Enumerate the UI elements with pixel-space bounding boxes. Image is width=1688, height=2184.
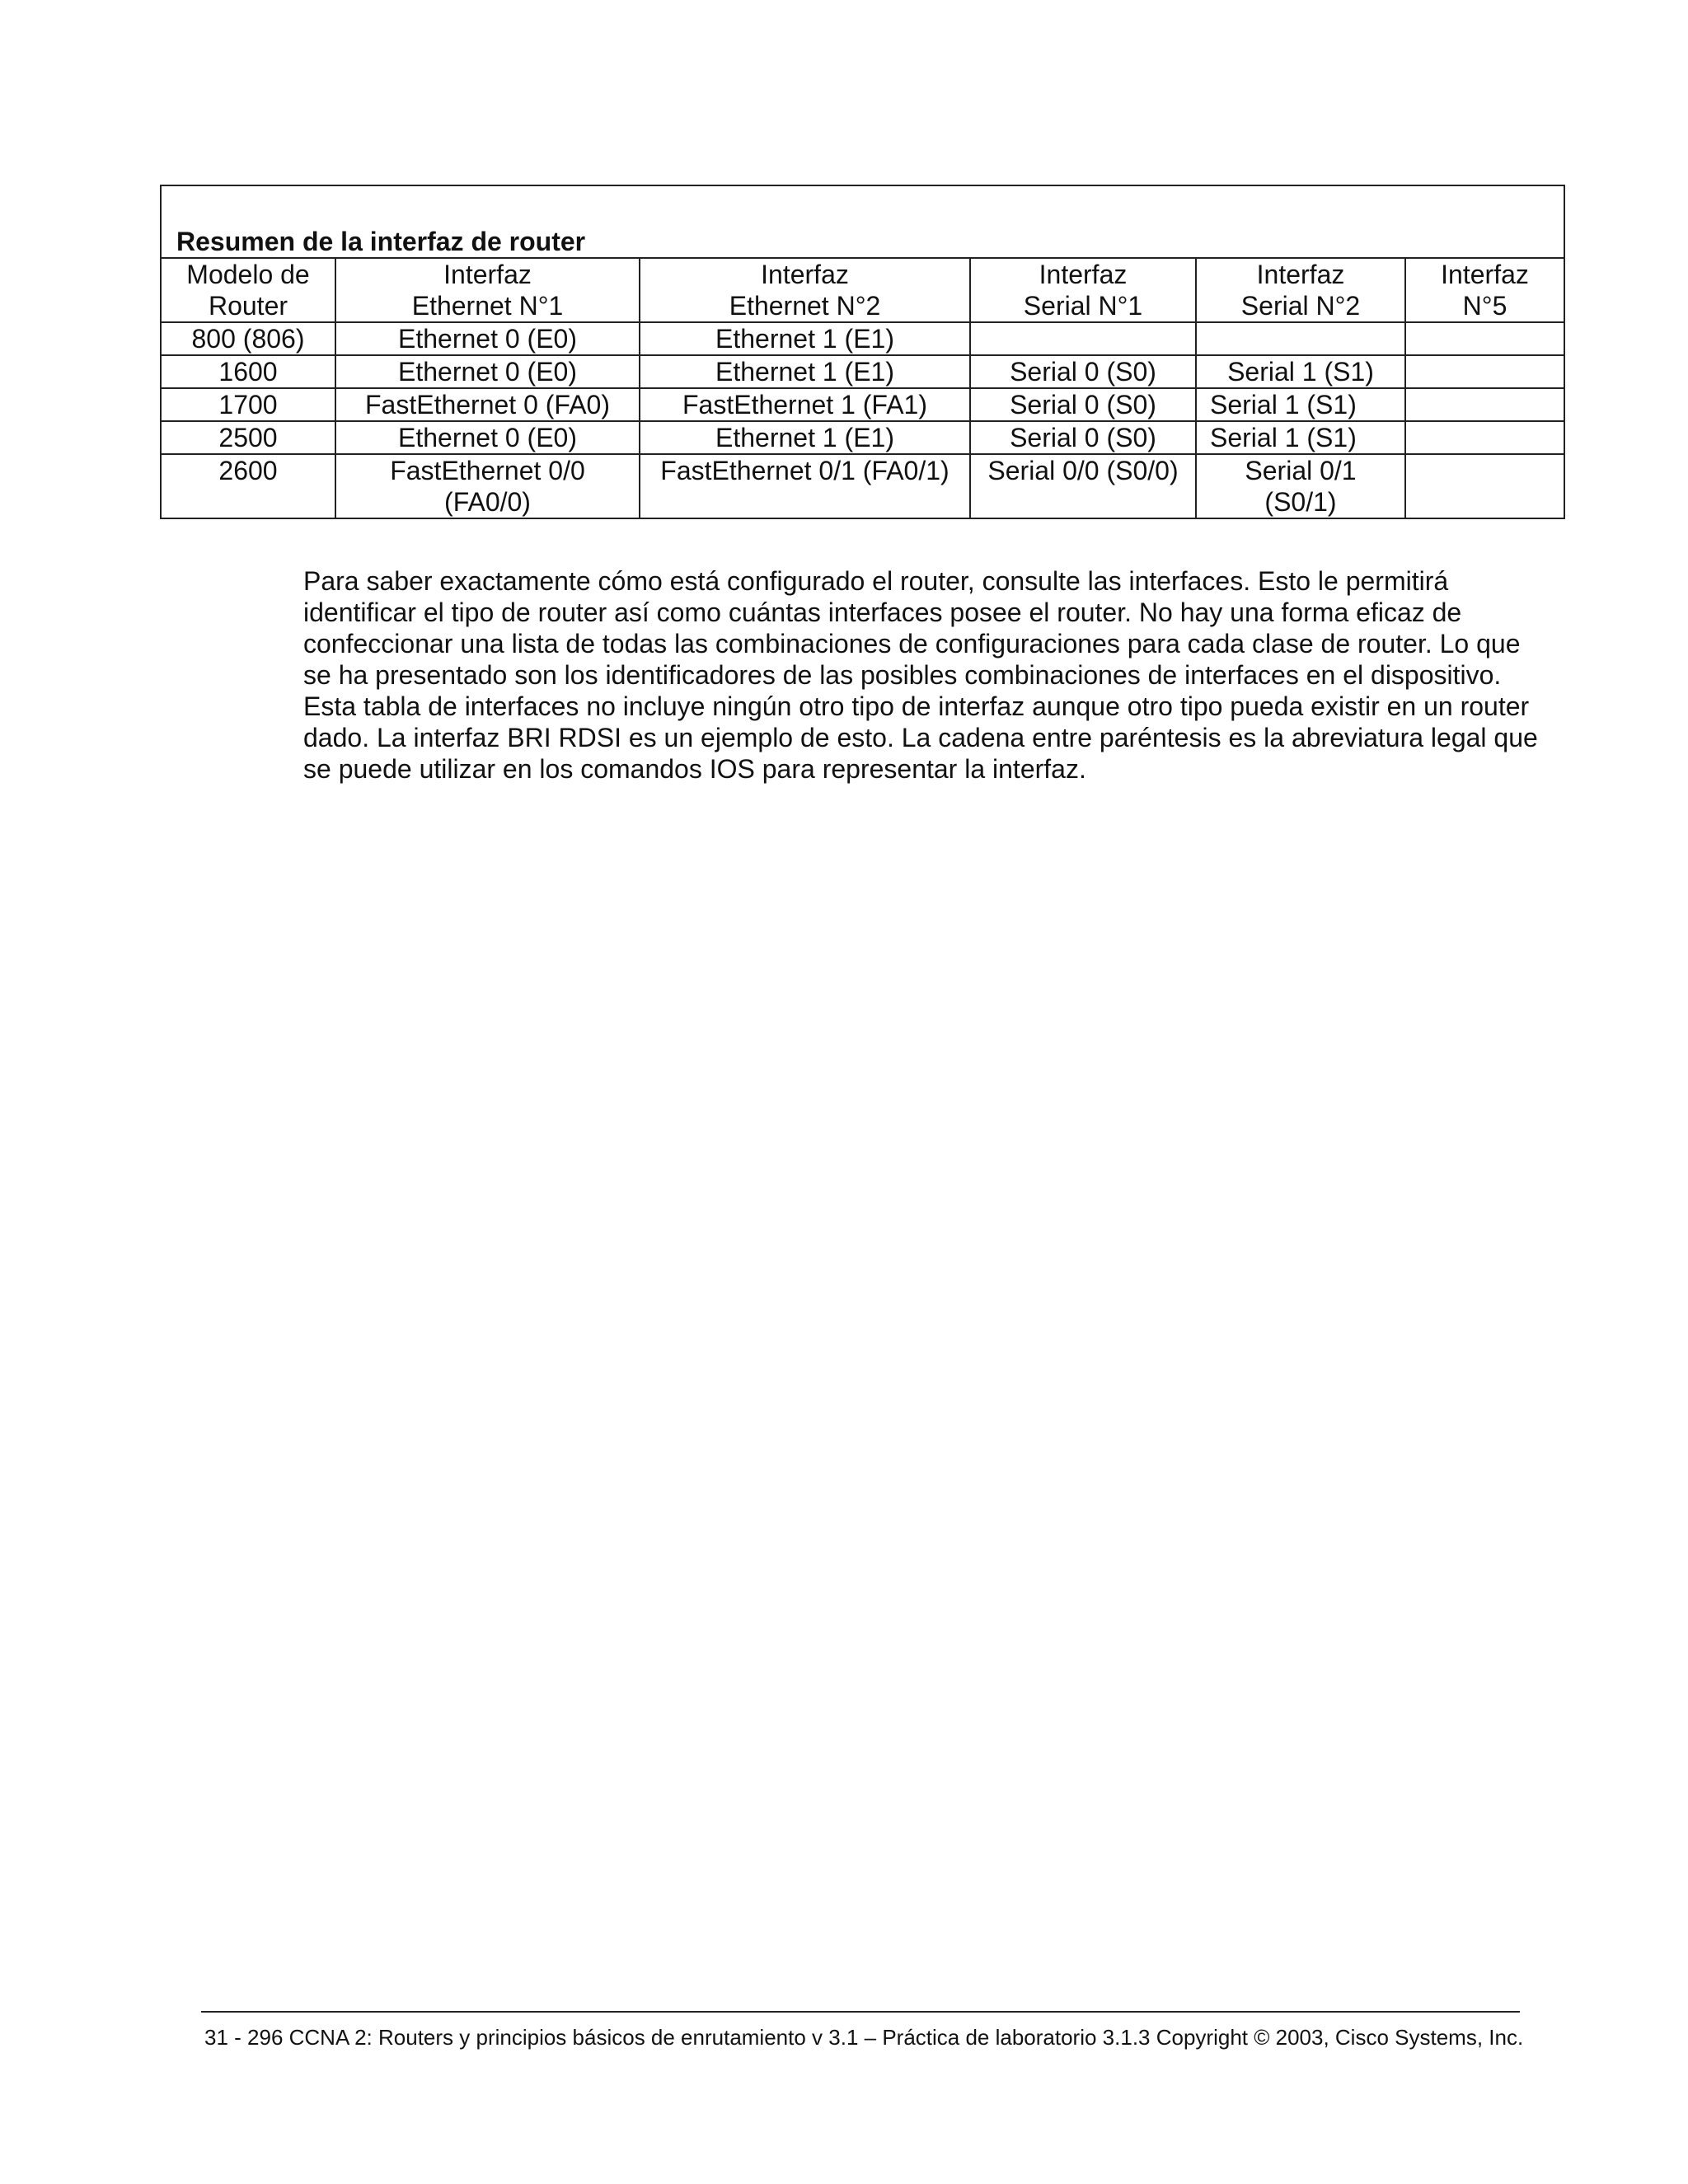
cell-model: 1700 [161, 388, 335, 421]
header-interface-5 [1405, 258, 1564, 322]
router-interface-summary-table [160, 185, 1565, 519]
header-line: Interfaz [443, 260, 532, 289]
footer-divider [201, 2011, 1520, 2013]
header-line: Interfaz [1256, 260, 1345, 289]
cell-model: 2600 [161, 454, 335, 518]
cell-interface-5 [1405, 388, 1564, 421]
cell-interface-5 [1405, 355, 1564, 388]
cell-interface-5 [1405, 322, 1564, 355]
table-row [161, 421, 1564, 454]
cell-model: 800 (806) [161, 322, 335, 355]
cell-ethernet-2: FastEthernet 0/1 (FA0/1) [640, 454, 970, 518]
cell-ethernet-2: Ethernet 1 (E1) [640, 421, 970, 454]
cell-interface-5 [1405, 421, 1564, 454]
cell-ethernet-1 [335, 454, 640, 518]
table-row [161, 322, 1564, 355]
cell-serial-1: Serial 0 (S0) [970, 388, 1196, 421]
table-title: Resumen de la interfaz de router [161, 185, 1564, 258]
header-line: Ethernet N°2 [729, 291, 881, 321]
cell-model: 2500 [161, 421, 335, 454]
header-serial-2 [1196, 258, 1405, 322]
cell-ethernet-2: Ethernet 1 (E1) [640, 355, 970, 388]
header-line: Interfaz [1039, 260, 1128, 289]
header-router-model [161, 258, 335, 322]
header-line: N°5 [1462, 291, 1507, 321]
header-ethernet-1 [335, 258, 640, 322]
cell-ethernet-1: Ethernet 0 (E0) [335, 421, 640, 454]
cell-line: Serial 0/1 [1245, 456, 1357, 485]
cell-model: 1600 [161, 355, 335, 388]
header-line: Modelo de [186, 260, 310, 289]
table-row [161, 388, 1564, 421]
cell-ethernet-2: Ethernet 1 (E1) [640, 322, 970, 355]
header-line: Interfaz [1441, 260, 1529, 289]
page-footer: 31 - 296 CCNA 2: Routers y principios básicos de enrutamiento v 3.1 – Práctica de laboratorio 3.1.3 Copyright © 2003, Cisco Systems, Inc. [204, 2025, 1524, 2050]
cell-ethernet-1: Ethernet 0 (E0) [335, 322, 640, 355]
header-serial-1 [970, 258, 1196, 322]
cell-serial-1: Serial 0 (S0) [970, 355, 1196, 388]
header-line: Ethernet N°1 [411, 291, 564, 321]
header-ethernet-2 [640, 258, 970, 322]
cell-serial-2: Serial 1 (S1) [1196, 355, 1405, 388]
cell-serial-2: Serial 1 (S1) [1196, 388, 1405, 421]
cell-serial-1: Serial 0/0 (S0/0) [970, 454, 1196, 518]
cell-ethernet-1: FastEthernet 0 (FA0) [335, 388, 640, 421]
table-row [161, 454, 1564, 518]
cell-serial-2: Serial 1 (S1) [1196, 421, 1405, 454]
header-line: Router [208, 291, 288, 321]
header-line: Serial N°2 [1240, 291, 1361, 321]
cell-serial-2 [1196, 322, 1405, 355]
cell-serial-2 [1196, 454, 1405, 518]
header-line: Serial N°1 [1023, 291, 1143, 321]
cell-serial-1 [970, 322, 1196, 355]
cell-ethernet-2: FastEthernet 1 (FA1) [640, 388, 970, 421]
cell-line: (S0/1) [1264, 487, 1337, 517]
cell-ethernet-1: Ethernet 0 (E0) [335, 355, 640, 388]
table-title-row [161, 185, 1564, 258]
cell-interface-5 [1405, 454, 1564, 518]
cell-line: (FA0/0) [444, 487, 531, 517]
cell-line: FastEthernet 0/0 [390, 456, 585, 485]
table-header-row [161, 258, 1564, 322]
header-line: Interfaz [761, 260, 849, 289]
cell-serial-1: Serial 0 (S0) [970, 421, 1196, 454]
table-row [161, 355, 1564, 388]
explanation-paragraph: Para saber exactamente cómo está configurado el router, consulte las interfaces. Esto le permitirá identificar el tipo de router así como cuántas interfaces posee el router. No hay una forma eficaz de confeccionar una lista de todas las combinaciones de configuraciones para cada clase de router. Lo que se ha presentado son los identificadores de las posibles combinaciones de interfaces en el dispositivo. Esta tabla de interfaces no incluye ningún otro tipo de interfaz aunque otro tipo pueda existir en un router dado. La interfaz BRI RDSI es un ejemplo de esto. La cadena entre paréntesis es la abreviatura legal que se puede utilizar en los comandos IOS para representar la interfaz. [303, 566, 1538, 784]
